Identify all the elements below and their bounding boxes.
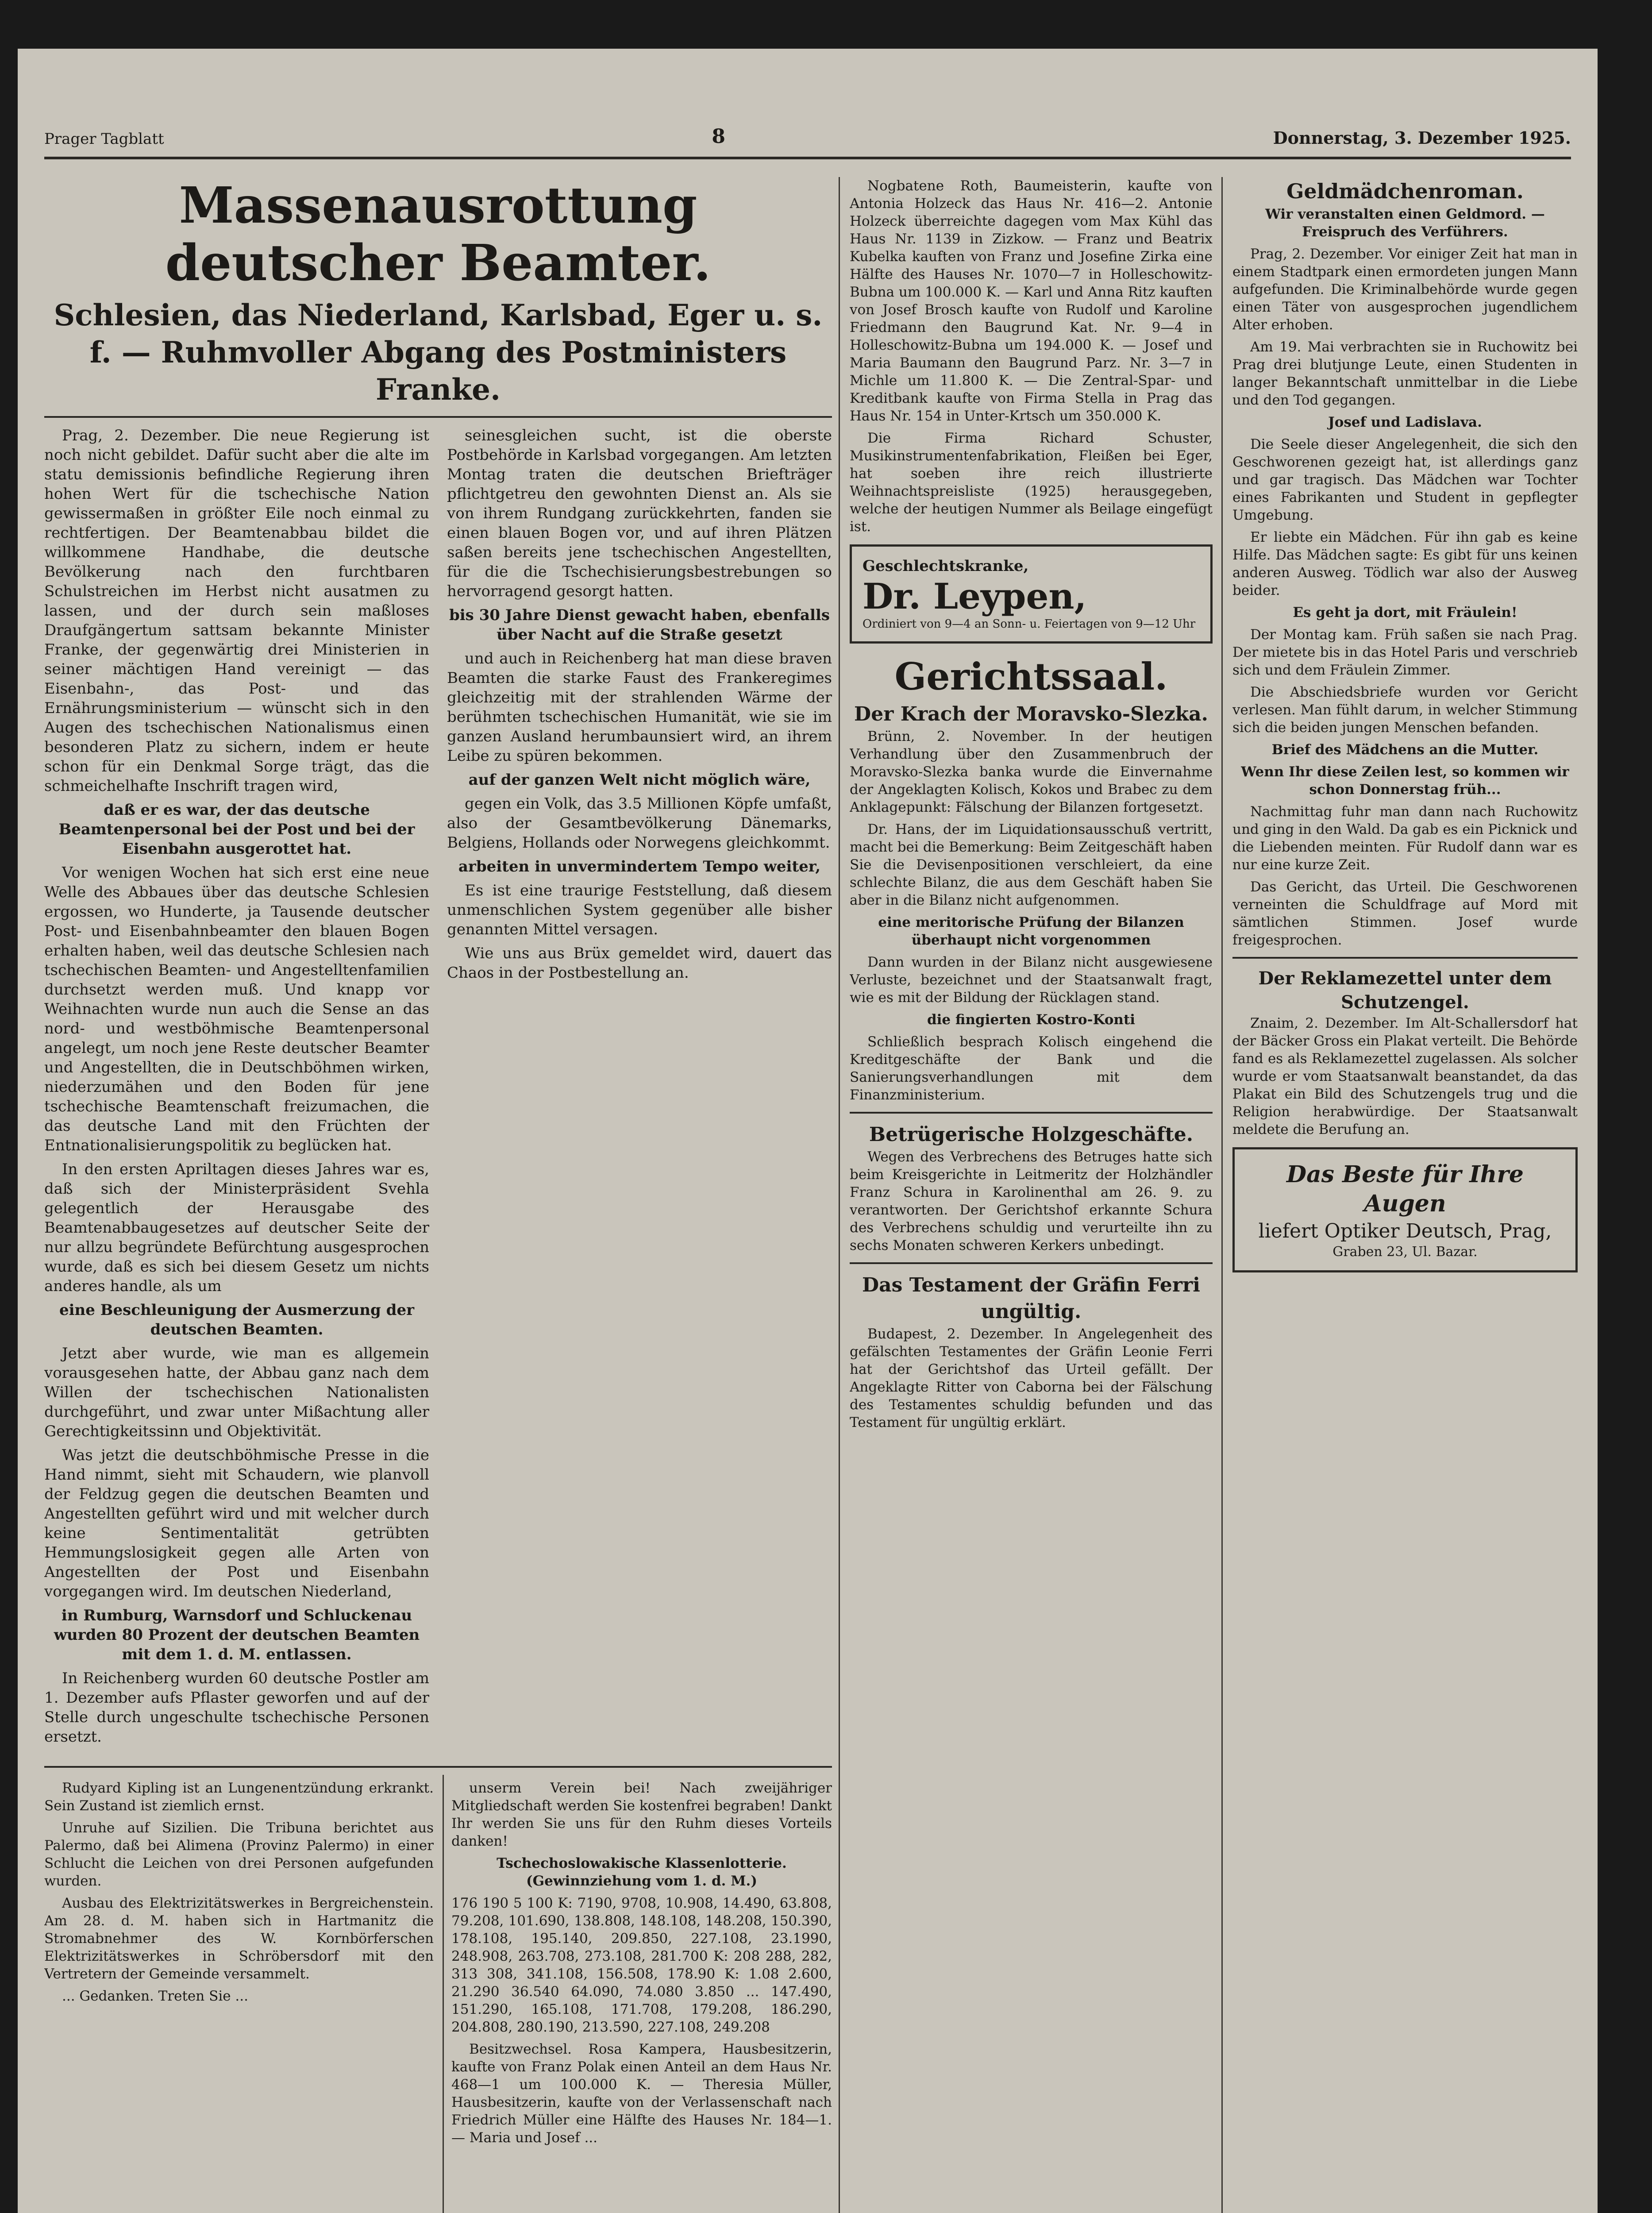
emphasis: in Rumburg, Warnsdorf und Schluckenau wurden 80 Prozent der deutschen Beamten mit dem 1. d. M. entlassen. bbox=[54, 1607, 420, 1663]
notice: Die Firma Richard Schuster, Musikinstrumentenfabrikation, Fleißen bei Eger, hat soeben ihre reich illustrierte Weihnachtspreisliste (1925) herausgegeben, welche der heutigen Nummer als Beilage eingefügt ist. bbox=[850, 430, 1213, 535]
paragraph: Dann wurden in der Bilanz nicht ausgewiesene Verluste, bezeichnet und der Staatsanwalt fragt, wie es mit der Bildung der Rücklagen stand. bbox=[850, 954, 1213, 1006]
newspaper-page bbox=[18, 49, 1598, 2213]
emphasis: die fingierten Kostro-Konti bbox=[927, 1012, 1136, 1028]
ad-headline: Das Beste für Ihre Augen bbox=[1286, 1161, 1524, 1217]
paragraph: Wegen des Verbrechens des Betruges hatte sich beim Kreisgerichte in Leitmeritz der Holzhändler Franz Schura in Karolinenthal am 26. 9. zu verantworten. Der Gerichtshof erkannte Schura des Verbrechens schuldig und verurteilte ihn zu sechs Monaten schweren Kerkers unbedingt. bbox=[850, 1149, 1213, 1253]
paragraph: Wie uns aus Brüx gemeldet wird, dauert das Chaos in der Postbestellung an. bbox=[447, 945, 832, 982]
paragraph: Brünn, 2. November. In der heutigen Verhandlung über den Zusammenbruch der Moravsko-Slezka banka wurde die Einvernahme der Angeklagten Kolisch, Kokos und Brabec zu dem Anklagepunkt: Fälschung der Bilanzen fortgesetzt. bbox=[850, 729, 1213, 815]
column-rule bbox=[443, 1775, 444, 2213]
divider bbox=[44, 1766, 832, 1768]
paragraph: und auch in Reichenberg hat man diese braven Beamten die starke Faust des Frankeregimes gleichzeitig mit der strahlenden Wärme der berühmten tschechischen Humanität, wie sie im ganzen Ausland herumbaunsiert wird, an ihrem Leibe zu spüren bekommen. bbox=[447, 650, 832, 765]
emphasis: Wenn Ihr diese Zeilen lest, so kommen wir schon Donnerstag früh... bbox=[1241, 764, 1569, 798]
headline: Massenausrottung deutscher Beamter. bbox=[165, 177, 711, 292]
emphasis: eine meritorische Prüfung der Bilanzen überhaupt nicht vorgenommen bbox=[878, 914, 1184, 948]
lottery-numbers: 176 190 5 100 K: 7190, 9708, 10.908, 14.490, 63.808, 79.208, 101.690, 138.808, 148.108, 148.208, 150.390, 178.108, 195.140, 209.850, 227.108, 23.1990, 248.908, 263.708, 273.108, 281.700 K: 208 288, 282, 313 308, 341.108, 156.508, 178.90 K: 1.08 2.600, 21.290 36.540 64.090, 74.080 3.850 ... 147.490, 151.290, 165.108, 171.708, 179.208, 186.290, 204.808, 280.190, 213.590, 227.108, 249.208 bbox=[451, 1895, 832, 2035]
masthead-date: Donnerstag, 3. Dezember 1925. bbox=[1273, 128, 1571, 148]
news-item: ... Gedanken. Treten Sie ... bbox=[62, 1988, 248, 2004]
news-briefs bbox=[44, 1779, 434, 2213]
news-item: Ausbau des Elektrizitätswerkes in Bergreichenstein. Am 28. d. M. haben sich in Hartmanitz die Stromabnehmer des W. Kornbörferschen Elektrizitätswerkes in Schröbersdorf mit den Vertretern der Gemeinde versammelt. bbox=[44, 1895, 434, 1982]
middle-column bbox=[850, 177, 1213, 2213]
article-title: Der Krach der Moravsko-Slezka. bbox=[854, 703, 1208, 725]
paragraph: Schließlich besprach Kolisch eingehend die Kreditgeschäfte der Bank und die Sanierungsverhandlungen mit dem Finanzministerium. bbox=[850, 1034, 1213, 1103]
divider bbox=[44, 416, 832, 418]
column-rule bbox=[839, 177, 840, 2213]
news-item: Unruhe auf Sizilien. Die Tribuna berichtet aus Palermo, daß bei Alimena (Provinz Palermo) in einer Schlucht die Leichen von drei Personen aufgefunden wurden. bbox=[44, 1820, 434, 1889]
article-title: Betrügerische Holzgeschäfte. bbox=[869, 1123, 1194, 1146]
subheading: Josef und Ladislava. bbox=[1328, 414, 1482, 430]
emphasis: eine Beschleunigung der Ausmerzung der deutschen Beamten. bbox=[59, 1301, 414, 1338]
news-item: unserm Verein bei! Nach zweijähriger Mitgliedschaft werden Sie kostenfrei begraben! Dankt Ihr werden Sie uns für den Ruhm dieses Vorteils danken! bbox=[451, 1780, 832, 1849]
paragraph: Prag, 2. Dezember. Die neue Regierung ist noch nicht gebildet. Dafür sucht aber die alte im statu demissionis befindliche Regierung ihren hohen Wert für die tschechische Nation gewissermaßen in größter Eile noch einmal zu rechtfertigen. Der Beamtenabbau bildet die willkommene Handhabe, die deutsche Bevölkerung nach den furchtbaren Schulstreichen im Herbst nicht ausatmen zu lassen, und der durch sein maßloses Draufgängertum sattsam bekannte Minister Franke, der gegenwärtig drei Ministerien in seiner mächtigen Hand vereinigt — das Eisenbahn-, das Post- und das Ernährungsministerium — wünscht sich in den Augen des tschechischen Nationalismus einen besonderen Platz zu sichern, indem er heute schon für ein Denkmal Sorge trägt, das die schmeichelhafte Inschrift tragen wird, bbox=[44, 427, 429, 795]
ad-detail: Ordiniert von 9—4 an Sonn- u. Feiertagen von 9—12 Uhr bbox=[863, 617, 1196, 631]
column-rule bbox=[1221, 177, 1223, 2213]
right-column bbox=[1232, 177, 1578, 2213]
subheading: Brief des Mädchens an die Mutter. bbox=[1271, 742, 1539, 758]
paragraph: Die Seele dieser Angelegenheit, die sich den Geschworenen gezeigt hat, ist allerdings ganz und gar tragisch. Das Mädchen war Tochter eines Fabrikanten und Student in gepflegter Umgebung. bbox=[1232, 436, 1578, 523]
paragraph: Vor wenigen Wochen hat sich erst eine neue Welle des Abbaues über das deutsche Schlesien ergossen, wo Hunderte, ja Tausende deutscher Post- und Eisenbahnbeamter den blauen Bogen erhalten haben, weil das deutsche Schlesien nach tschechischen Beamten- und Angestelltenfamilien durchsetzt werden muß. Und knapp vor Weihnachten wurde nun auch die Sense an das nord- und westböhmische Beamtenpersonal angelegt, um noch jene Reste deutscher Beamter und Angestellten, die in Deutschböhmen wirken, niederzumähen und den Boden für jene tschechische Beamtenschaft freizumachen, die das deutsche Land mit den Früchten der Entnationalisierungspolitik zu beglücken hat. bbox=[44, 864, 429, 1154]
article-intro: Wir veranstalten einen Geldmord. — Freispruch des Verführers. bbox=[1265, 206, 1545, 240]
paragraph: Die Abschiedsbriefe wurden vor Gericht verlesen. Man fühlt darum, in welcher Stimmung sich die beiden jungen Menschen befanden. bbox=[1232, 684, 1578, 736]
paragraph: seinesgleichen sucht, ist die oberste Postbehörde in Karlsbad vorgegangen. Am letzten Montag traten die deutschen Briefträger pflichtgetreu den gewohnten Dienst an. Als sie von ihrem Rundgang zurückkehrten, fanden sie einen blauen Bogen vor, und auf ihren Plätzen saßen bereits jene tschechischen Angestellten, für die die Tschechisierungsbestrebungen so hervorragend gesorgt hatten. bbox=[447, 427, 832, 600]
masthead bbox=[44, 106, 1571, 159]
subheadline: Schlesien, das Niederland, Karlsbad, Eger u. s. f. — Ruhmvoller Abgang des Postministers Franke. bbox=[54, 298, 823, 407]
doctor-ad bbox=[850, 544, 1213, 644]
paragraph: Er liebte ein Mädchen. Für ihn gab es keine Hilfe. Das Mädchen sagte: Es gibt für uns keinen anderen Ausweg. Tödlich war also der Ausweg beider. bbox=[1232, 529, 1578, 598]
emphasis: bis 30 Jahre Dienst gewacht haben, ebenfalls über Nacht auf die Straße gesetzt bbox=[449, 606, 830, 644]
emphasis: auf der ganzen Welt nicht möglich wäre, bbox=[468, 771, 811, 789]
optician-ad bbox=[1232, 1147, 1578, 1272]
article-title: Das Testament der Gräfin Ferri ungültig. bbox=[862, 1274, 1200, 1323]
emphasis: arbeiten in unvermindertem Tempo weiter, bbox=[458, 858, 821, 875]
ad-line: Graben 23, Ul. Bazar. bbox=[1332, 1244, 1478, 1260]
paragraph: Es ist eine traurige Feststellung, daß diesem unmenschlichen System gegenüber alle bisher genannten Mittel versagen. bbox=[447, 882, 832, 938]
paragraph: Budapest, 2. Dezember. In Angelegenheit des gefälschten Testamentes der Gräfin Leonie Ferri hat der Gerichtshof das Urteil gefällt. Der Angeklagte Ritter von Caborna bei der Fälschung des Testamentes schuldig befunden und das Testament für ungültig erklärt. bbox=[850, 1326, 1213, 1430]
emphasis: daß er es war, der das deutsche Beamtenpersonal bei der Post und bei der Eisenbahn ausgerottet hat. bbox=[58, 801, 415, 858]
paragraph: Nachmittag fuhr man dann nach Ruchowitz und ging in den Wald. Da gab es ein Picknick und die Liebenden meinten. Für Rudolf dann war es nur eine kurze Zeit. bbox=[1232, 804, 1578, 873]
paragraph: Dr. Hans, der im Liquidationsausschuß vertritt, macht bei die Bemerkung: Beim Zeitgeschäft haben Sie die Devisenpositionen verschleiert, da eine schlechte Bilanz, die aus dem Geschäft haben Sie aber in die Bilanz nicht aufgenommen. bbox=[850, 821, 1213, 908]
ad-line: liefert Optiker Deutsch, Prag, bbox=[1258, 1220, 1552, 1242]
paragraph: In Reichenberg wurden 60 deutsche Postler am 1. Dezember aufs Pflaster geworfen und auf der Stelle durch ungeschulte tschechische Personen ersetzt. bbox=[44, 1669, 429, 1746]
divider bbox=[1232, 957, 1578, 959]
masthead-paper-name: Prager Tagblatt bbox=[44, 130, 164, 148]
paragraph: Was jetzt die deutschböhmische Presse in die Hand nimmt, sieht mit Schaudern, wie planvoll der Feldzug gegen die deutschen Beamten und Angestellten geführt wird und mit welcher durch keine Sentimentalität getrübten Hemmungslosigkeit gegen alle Arten von Angestellten der Post und Eisenbahn vorgegangen wird. Im deutschen Niederland, bbox=[44, 1446, 429, 1600]
ad-name: Dr. Leypen, bbox=[863, 575, 1087, 617]
paragraph: Am 19. Mai verbrachten sie in Ruchowitz bei Prag drei blutjunge Leute, einen Studenten in langer Bekanntschaft unmittelbar in die Liebe und den Tod gegangen. bbox=[1232, 339, 1578, 408]
lead-column-left bbox=[44, 426, 429, 1751]
paragraph: Das Gericht, das Urteil. Die Geschworenen verneinten die Schuldfrage auf Mord mit sämtlichen Stimmen. Josef wurde freigesprochen. bbox=[1232, 879, 1578, 948]
page-number: 8 bbox=[712, 125, 725, 148]
paragraph: Der Montag kam. Früh saßen sie nach Prag. Der mietete bis in das Hotel Paris und verschrieb sich und dem Fräulein Zimmer. bbox=[1232, 627, 1578, 678]
news-item: Rudyard Kipling ist an Lungenentzündung erkrankt. Sein Zustand ist ziemlich ernst. bbox=[44, 1780, 434, 1814]
divider bbox=[850, 1262, 1213, 1264]
lead-article bbox=[44, 177, 832, 1753]
section-title: Gerichtssaal. bbox=[894, 655, 1168, 698]
paragraph: In den ersten Apriltagen dieses Jahres war es, daß sich der Ministerpräsident Svehla gelegentlich der Herausgabe des Beamtenabbaugesetzes auf deutscher Seite der nur allzu begründete Befürchtung ausgesprochen wurde, daß es sich bei diesem Gesetz um nichts anderes handle, als um bbox=[44, 1160, 429, 1295]
ad-label: Geschlechtskranke, bbox=[863, 557, 1029, 575]
property-transfers: Nogbatene Roth, Baumeisterin, kaufte von Antonia Holzeck das Haus Nr. 416—2. Antonie Holzeck überreichte dagegen vom Max Kühl das Haus Nr. 1139 in Zizkow. — Franz und Beatrix Kubelka kauften von Franz und Josefine Zirka eine Hälfte des Hauses Nr. 1070—7 in Holleschowitz-Bubna um 100.000 K. — Karl und Anna Ritz kauften von Josef Brosch kaufte von Rudolf und Karoline Friedmann den Baugrund Kat. Nr. 9—4 in Holleschowitz-Bubna um 194.000 K. — Josef und Maria Baumann den Baugrund Parz. Nr. 3—7 in Michle um 11.800 K. — Die Zentral-Spar- und Kreditbank kaufte von Firma Stella in Prag das Haus Nr. 154 in Unter-Krtsch um 350.000 K. bbox=[850, 178, 1213, 424]
lead-column-right bbox=[447, 426, 832, 1751]
divider bbox=[850, 1112, 1213, 1114]
news-item: Besitzwechsel. Rosa Kampera, Hausbesitzerin, kaufte von Franz Polak einen Anteil an dem Haus Nr. 468—1 um 100.000 K. — Theresia Müller, Hausbesitzerin, kaufte von der Verlassenschaft nach Friedrich Müller eine Hälfte des Hauses Nr. 184—1. — Maria und Josef ... bbox=[451, 2041, 832, 2146]
lottery-title: Tschechoslowakische Klassenlotterie. (Gewinnziehung vom 1. d. M.) bbox=[497, 1855, 787, 1889]
subheading: Es geht ja dort, mit Fräulein! bbox=[1293, 605, 1517, 621]
article-title: Der Reklamezettel unter dem Schutzengel. bbox=[1258, 968, 1552, 1013]
paragraph: Jetzt aber wurde, wie man es allgemein vorausgesehen hatte, der Abbau ganz nach dem Willen der tschechischen Nationalisten durchgeführt, und zwar unter Mißachtung aller Gerechtigkeitssinn und Objektivität. bbox=[44, 1345, 429, 1440]
article-title: Geldmädchenroman. bbox=[1286, 179, 1524, 203]
paragraph: Znaim, 2. Dezember. Im Alt-Schallersdorf hat der Bäcker Gross ein Plakat verteilt. Die Behörde fand es als Reklamezettel zugelassen. Als solcher wurde er vom Staatsanwalt beanstandet, da das Plakat ein Bild des Schutzengels trug und die Religion herabwürdige. Der Staatsanwalt meldete die Berufung an. bbox=[1232, 1015, 1578, 1137]
lottery-section bbox=[451, 1779, 832, 2213]
paragraph: gegen ein Volk, das 3.5 Millionen Köpfe umfaßt, also der Gesamtbevölkerung Dänemarks, Belgiens, Hollands oder Norwegens gleichkommt. bbox=[447, 795, 832, 852]
paragraph: Prag, 2. Dezember. Vor einiger Zeit hat man in einem Stadtpark einen ermordeten jungen Mann aufgefunden. Die Kriminalbehörde wurde gegen einen Täter von ausgesprochen jugendlichem Alter erhoben. bbox=[1232, 246, 1578, 333]
